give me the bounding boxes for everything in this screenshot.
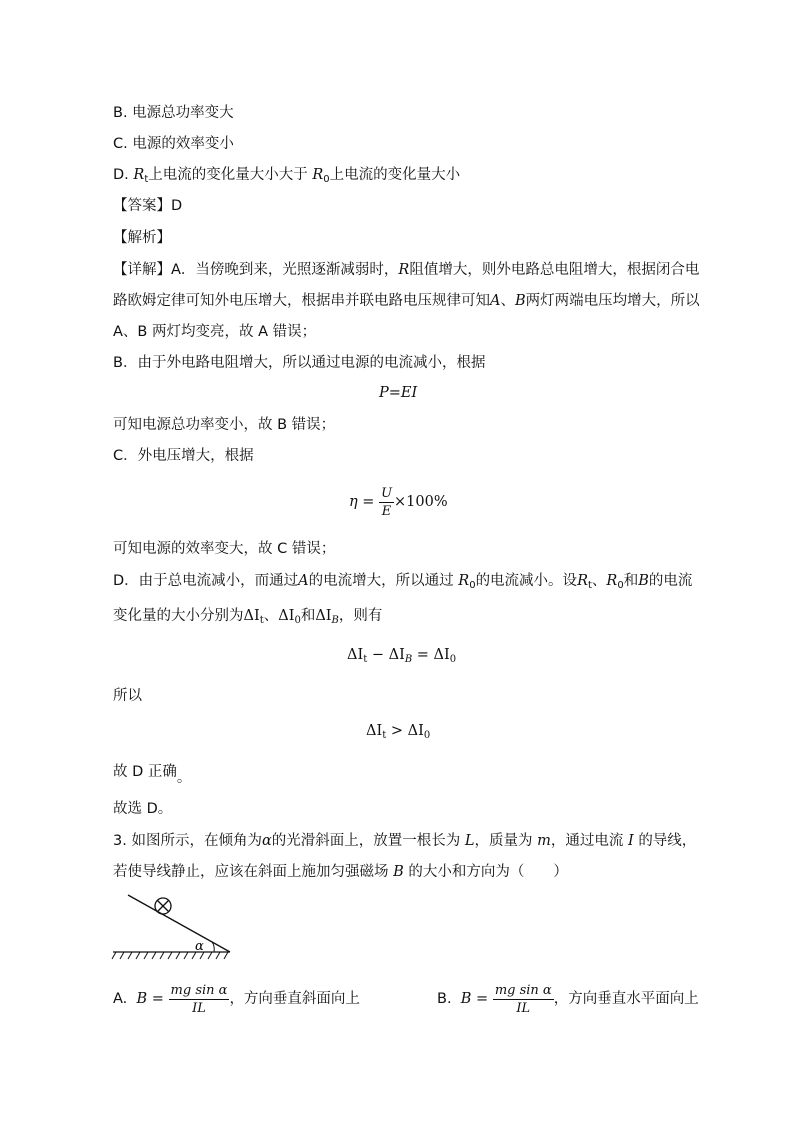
incline-line	[128, 895, 230, 952]
q3-option-b: B. B = $\frac{\text{mg sin α}}{IL}$ ，方向垂直水平面向上	[437, 982, 699, 1016]
q3-stem-line-1: 3. 如图所示，在倾角为α的光滑斜面上，放置一根长为 L，质量为 m，通过电流 I 的导线，	[113, 833, 697, 849]
formula-power: P=EI	[379, 385, 418, 401]
detail-c-line-1: C．外电压增大，根据	[113, 448, 254, 464]
formula-efficiency: η = $\frac{U}{E}$ ×100%	[349, 485, 448, 519]
equation-current-change: $\Delta I_t - \Delta I_B = \Delta I_0$	[347, 647, 457, 665]
detail-d-line-2: 变化量的大小分别为$\Delta I_t$、$\Delta I_0$和$\Delta I_B$，则有	[113, 608, 383, 626]
detail-c-line-2: 可知电源的效率变大，故 C 错误；	[113, 541, 336, 557]
incline-figure	[108, 890, 238, 960]
analysis-label: 【解析】	[113, 230, 171, 246]
answer-line: 【答案】D	[113, 198, 183, 214]
ground-hatching	[112, 952, 228, 959]
option-c-prev: C. 电源的效率变小	[113, 136, 234, 152]
detail-d-line-1: D．由于总电流减小，而通过A的电流增大，所以通过 $R_0$的电流减小。设$R_t$、$R_0$和B的电流	[113, 573, 693, 591]
angle-alpha-label: α	[195, 939, 204, 954]
option-d-prev: D. $R_t$上电流的变化量大小大于 $R_0$上电流的变化量大小	[113, 167, 461, 185]
detail-b-line-2: 可知电源总功率变小，故 B 错误；	[113, 417, 336, 433]
detail-a-line-1: 【详解】A．当傍晚到来，光照逐渐减弱时，R阻值增大，则外电路总电阻增大，根据闭合电	[113, 262, 700, 278]
detail-a-line-3: A、B 两灯均变亮，故 A 错误；	[113, 324, 317, 340]
detail-b-line-1: B．由于外电路电阻增大，所以通过电源的电流减小，根据	[113, 355, 486, 371]
current-into-page-icon	[155, 898, 171, 914]
q3-option-a: A. B = $\frac{\text{mg sin α}}{IL}$ ，方向垂直斜面向上	[113, 982, 360, 1016]
choose-line: 故选 D。	[113, 801, 173, 817]
detail-a-line-2: 路欧姆定律可知外电压增大，根据串并联电路电压规律可知A、B两灯两端电压均增大，所以	[113, 293, 700, 309]
q3-stem-line-2: 若使导线静止，应该在斜面上施加匀强磁场 B 的大小和方向为（ ）	[113, 864, 568, 880]
conclusion-line: 故 D 正确。	[113, 764, 192, 786]
inequality: $\Delta I_t > \Delta I_0$	[366, 723, 431, 741]
option-b-prev: B. 电源总功率变大	[113, 105, 234, 121]
suoyi-label: 所以	[113, 688, 142, 704]
